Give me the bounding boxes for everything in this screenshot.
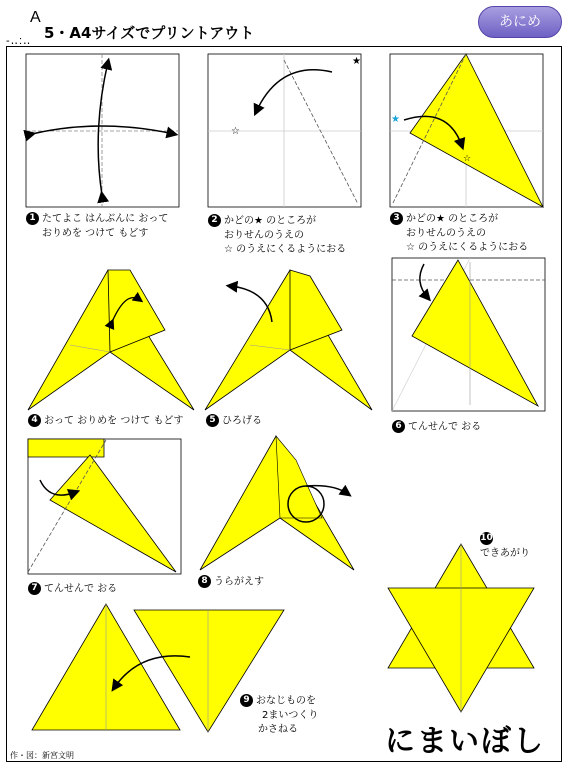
step-number: 5 [206,414,219,427]
step-number: 9 [240,694,253,707]
anime-badge-button[interactable]: あにめ [478,6,562,38]
svg-text:★: ★ [352,56,361,67]
final-title: にまいぼし [385,724,545,759]
step-10-diagram [388,544,534,712]
step-number: 1 [26,212,39,225]
step-number: 10 [480,533,493,543]
step-9-caption: 9 おなじものを 2まいつくり かさねる [240,694,318,737]
step-8-caption: 8 うらがえす [198,575,264,590]
step-4-diagram [28,270,194,410]
step-8-diagram [200,436,354,570]
step-7-caption: 7 てんせんで おる [28,582,117,597]
page-title: 5・A4サイズでプリントアウト [44,24,255,42]
step-number: 2 [208,214,221,227]
step-number: 3 [390,212,403,225]
step-2-diagram [208,54,361,207]
svg-text:☆: ☆ [463,154,472,164]
step-number: 7 [28,582,41,595]
step-2-caption: 2 かどの★ のところが おりせんのうえの ☆ のうえにくるようにおる [208,214,346,257]
svg-text:★: ★ [391,114,400,125]
step-7-diagram [28,439,181,574]
step-10-caption: 10 できあがり [480,533,530,559]
step-5-diagram [205,270,372,410]
step-number: 8 [198,575,211,588]
header-letter: A [30,9,41,26]
step-3-caption: 3 かどの★ のところが おりせんのうえの ☆ のうえにくるようにおる [390,212,528,255]
svg-text:☆: ☆ [231,126,240,137]
step-number: 6 [392,420,405,433]
step-6-caption: 6 てんせんで おる [392,420,481,435]
step-4-caption: 4 おって おりめを つけて もどす [28,414,184,429]
step-number: 4 [28,414,41,427]
step-5-caption: 5 ひろげる [206,414,262,429]
step-3-diagram [390,54,543,207]
step-6-diagram [392,258,545,411]
credit: 作・図：新宮文明 [10,751,74,760]
step-1-caption: 1 たてよこ はんぶんに おって おりめを つけて もどす [26,212,168,241]
header-decoration: -‥:‥ [6,35,32,47]
step-1-diagram [26,54,179,207]
